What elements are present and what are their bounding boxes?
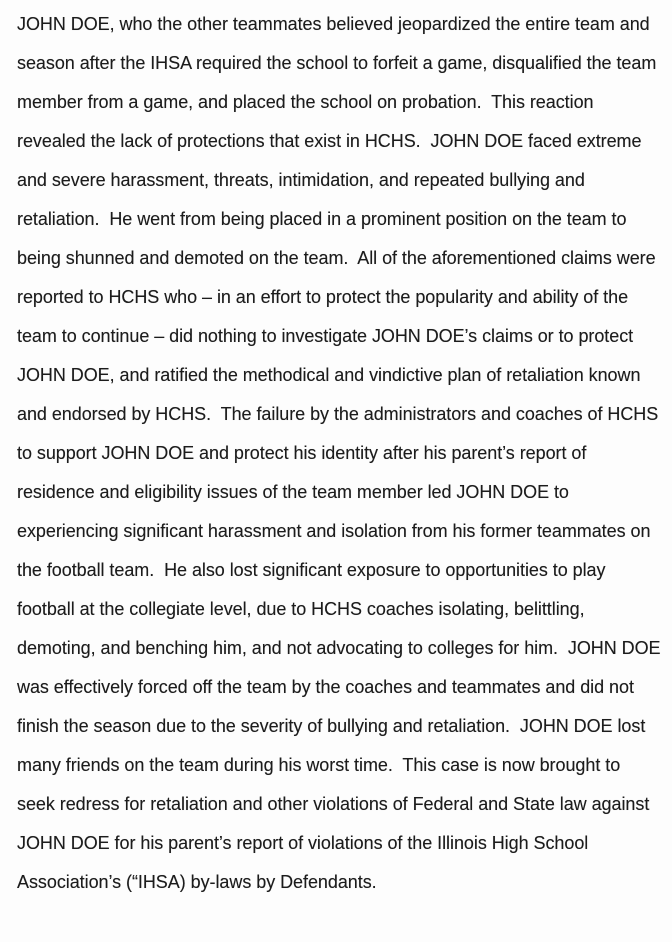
text-line: JOHN DOE, who the other teammates believed jeopardized the entire team and: [17, 14, 650, 34]
text-line: reported to HCHS who – in an effort to protect the popularity and ability of the: [17, 287, 629, 307]
text-line: football at the collegiate level, due to HCHS coaches isolating, belittling,: [17, 599, 585, 619]
body-paragraph: [17, 5, 662, 902]
text-line: finish the season due to the severity of bullying and retaliation. JOHN DOE lost: [17, 716, 646, 736]
text-line: member from a game, and placed the school on probation. This reaction: [17, 92, 594, 112]
text-line: JOHN DOE for his parent’s report of violations of the Illinois High School: [17, 833, 589, 853]
text-line: retaliation. He went from being placed in a prominent position on the team to: [17, 209, 627, 229]
text-line: to support JOHN DOE and protect his identity after his parent’s report of: [17, 443, 587, 463]
text-line: and endorsed by HCHS. The failure by the administrators and coaches of HCHS: [17, 404, 659, 424]
text-line: Association’s (“IHSA) by-laws by Defendants.: [17, 872, 377, 892]
text-line: and severe harassment, threats, intimidation, and repeated bullying and: [17, 170, 585, 190]
text-line: experiencing significant harassment and isolation from his former teammates on: [17, 521, 651, 541]
text-line: being shunned and demoted on the team. All of the aforementioned claims were: [17, 248, 656, 268]
text-line: revealed the lack of protections that exist in HCHS. JOHN DOE faced extreme: [17, 131, 642, 151]
text-line: season after the IHSA required the school to forfeit a game, disqualified the team: [17, 53, 657, 73]
text-line: many friends on the team during his worst time. This case is now brought to: [17, 755, 621, 775]
text-line: residence and eligibility issues of the team member led JOHN DOE to: [17, 482, 569, 502]
text-line: was effectively forced off the team by the coaches and teammates and did not: [17, 677, 634, 697]
text-line: demoting, and benching him, and not advocating to colleges for him. JOHN DOE: [17, 638, 661, 658]
text-line: the football team. He also lost significant exposure to opportunities to play: [17, 560, 606, 580]
text-line: team to continue – did nothing to investigate JOHN DOE’s claims or to protect: [17, 326, 634, 346]
text-line: seek redress for retaliation and other violations of Federal and State law against: [17, 794, 650, 814]
text-line: JOHN DOE, and ratified the methodical and vindictive plan of retaliation known: [17, 365, 641, 385]
